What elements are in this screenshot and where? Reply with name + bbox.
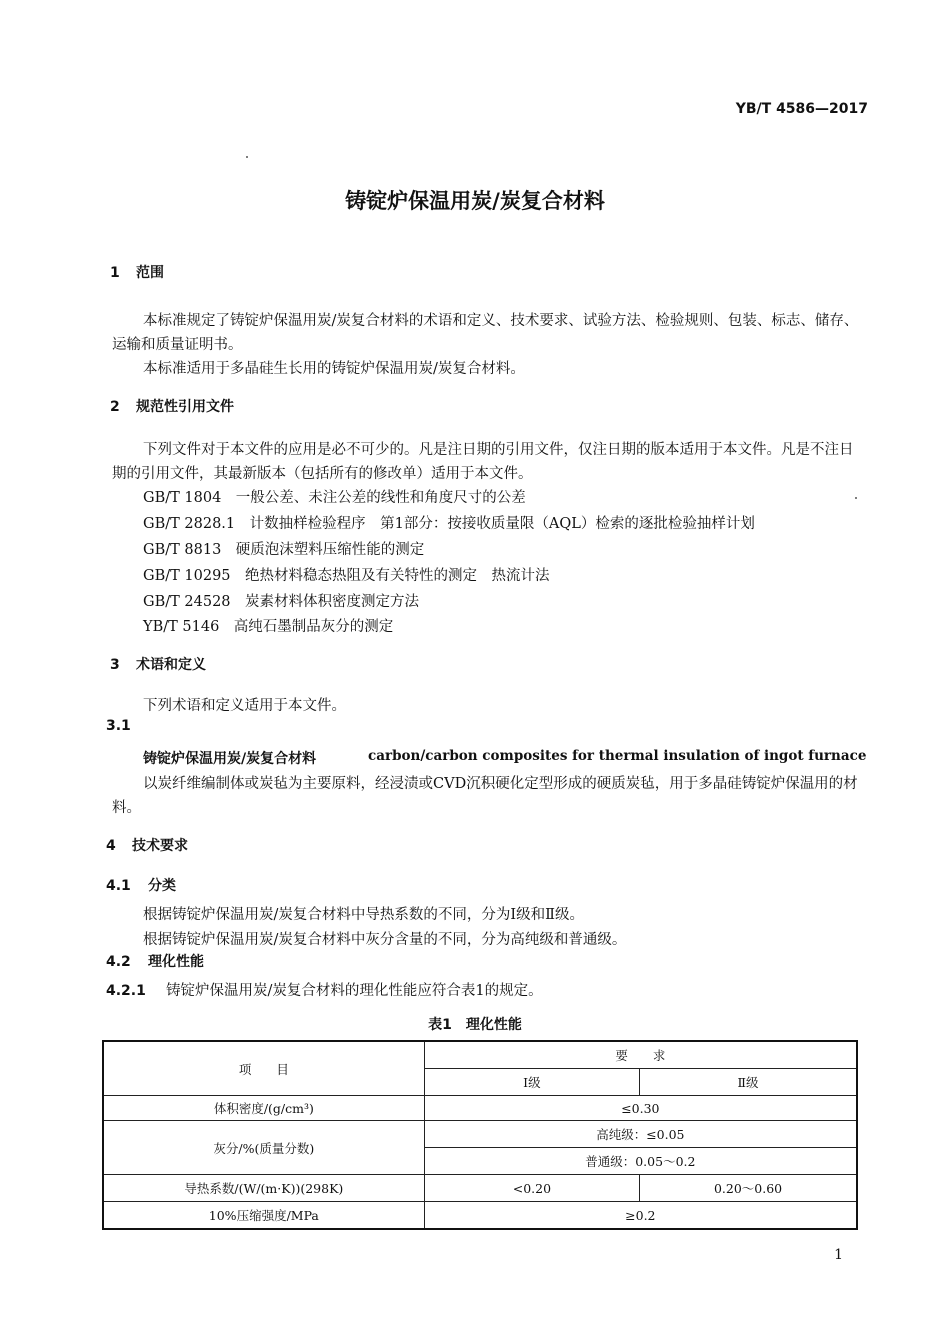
document-title: 铸锭炉保温用炭/炭复合材料 <box>345 189 605 213</box>
standard-number: YB/T 4586—2017 <box>735 101 868 117</box>
ash-high-cell: 高纯级：≤0.05 <box>424 1121 857 1148</box>
reference-item: YB/T 5146 高纯石墨制品灰分的测定 <box>143 619 394 635</box>
subsection-4-1-heading <box>106 875 176 895</box>
subsection-title: 分类 <box>148 878 176 894</box>
scan-speck <box>246 156 248 158</box>
section-4-1-para-1: 根据铸锭炉保温用炭/炭复合材料中导热系数的不同，分为Ⅰ级和Ⅱ级。 <box>143 907 584 923</box>
conductivity-grade-1-cell: <0.20 <box>424 1175 639 1202</box>
header-requirement-cell: 要 求 <box>424 1041 857 1069</box>
table-header-row <box>103 1041 857 1069</box>
clause-4-2-1 <box>106 979 543 1000</box>
strength-value-cell: ≥0.2 <box>424 1202 857 1230</box>
term-cn: 铸锭炉保温用炭/炭复合材料 <box>143 751 317 767</box>
table-caption: 表1 理化性能 <box>428 1017 522 1033</box>
section-number: 2 <box>110 399 120 415</box>
density-label-cell: 体积密度/(g/cm³) <box>103 1096 424 1121</box>
subsection-number: 4.2 <box>106 954 131 970</box>
subsection-3-1-number: 3.1 <box>106 718 131 734</box>
section-3-para-1: 下列术语和定义适用于本文件。 <box>143 698 346 714</box>
section-4-1-para-2: 根据铸锭炉保温用炭/炭复合材料中灰分含量的不同，分为高纯级和普通级。 <box>143 932 627 948</box>
strength-label-cell: 10%压缩强度/MPa <box>103 1202 424 1230</box>
subsection-4-2-heading <box>106 951 204 971</box>
reference-item: GB/T 8813 硬质泡沫塑料压缩性能的测定 <box>143 542 425 558</box>
section-number: 3 <box>110 657 120 673</box>
section-1-para-1: 本标准规定了铸锭炉保温用炭/炭复合材料的术语和定义、技术要求、试验方法、检验规则、包装、标志、储存、运输和质量证明书。 <box>112 313 859 353</box>
section-title: 技术要求 <box>132 838 188 854</box>
term-definition: 以炭纤维编制体或炭毡为主要原料，经浸渍或CVD沉积硬化定型形成的硬质炭毡，用于多晶硅铸锭炉保温用的材料。 <box>112 776 858 816</box>
section-3-heading <box>110 654 206 674</box>
section-1-para-2: 本标准适用于多晶硅生长用的铸锭炉保温用炭/炭复合材料。 <box>143 361 525 377</box>
table-row <box>103 1175 857 1202</box>
clause-text: 铸锭炉保温用炭/炭复合材料的理化性能应符合表1的规定。 <box>166 983 543 999</box>
section-2-para-1: 下列文件对于本文件的应用是必不可少的。凡是注日期的引用文件，仅注日期的版本适用于本文件。凡是不注日期的引用文件，其最新版本（包括所有的修改单）适用于本文件。 <box>112 442 854 482</box>
header-grade-1-cell: Ⅰ级 <box>424 1069 639 1096</box>
term-en: carbon/carbon composites for thermal insulation of ingot furnace <box>368 748 867 764</box>
subsection-title: 理化性能 <box>148 954 204 970</box>
section-4-heading <box>106 835 188 855</box>
table-row <box>103 1202 857 1230</box>
properties-table <box>102 1040 858 1230</box>
header-item-cell: 项 目 <box>103 1041 424 1096</box>
conductivity-label-cell: 导热系数/(W/(m·K))(298K) <box>103 1175 424 1202</box>
section-number: 1 <box>110 265 120 281</box>
conductivity-grade-2-cell: 0.20～0.60 <box>640 1175 857 1202</box>
section-1-heading <box>110 262 164 282</box>
section-title: 规范性引用文件 <box>136 399 234 415</box>
page-number: 1 <box>834 1247 843 1263</box>
reference-item: GB/T 2828.1 计数抽样检验程序 第1部分：按接收质量限（AQL）检索的逐批检验抽样计划 <box>143 516 755 532</box>
section-title: 术语和定义 <box>136 657 206 673</box>
reference-item: GB/T 24528 炭素材料体积密度测定方法 <box>143 594 420 610</box>
ash-label-cell: 灰分/%(质量分数) <box>103 1121 424 1175</box>
table-row <box>103 1096 857 1121</box>
clause-number: 4.2.1 <box>106 983 146 999</box>
density-value-cell: ≤0.30 <box>424 1096 857 1121</box>
reference-item: GB/T 10295 绝热材料稳态热阻及有关特性的测定 热流计法 <box>143 568 550 584</box>
section-number: 4 <box>106 838 116 854</box>
section-title: 范围 <box>136 265 164 281</box>
header-grade-2-cell: Ⅱ级 <box>640 1069 857 1096</box>
subsection-number: 4.1 <box>106 878 131 894</box>
table-row <box>103 1121 857 1148</box>
scan-speck <box>855 497 857 499</box>
reference-item: GB/T 1804 一般公差、未注公差的线性和角度尺寸的公差 <box>143 490 526 506</box>
ash-normal-cell: 普通级：0.05～0.2 <box>424 1148 857 1175</box>
section-2-heading <box>110 396 234 416</box>
